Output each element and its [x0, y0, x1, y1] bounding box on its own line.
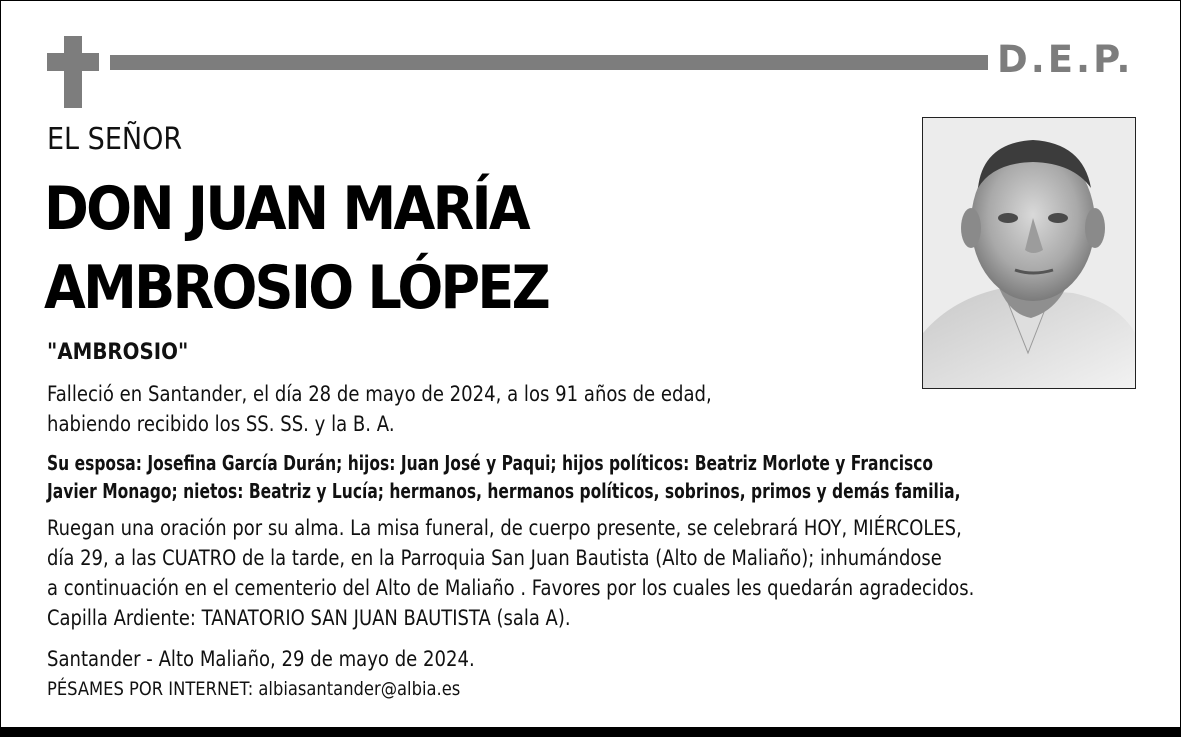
portrait-photo: [922, 117, 1136, 389]
honorific: EL SEÑOR: [47, 122, 183, 157]
deceased-name-line-1: DON JUAN MARÍA: [44, 174, 528, 244]
place-date: Santander - Alto Maliaño, 29 de mayo de 2024.: [47, 647, 475, 671]
bottom-border: [0, 727, 1181, 737]
death-notice-line-1: Falleció en Santander, el día 28 de mayo de 2024, a los 91 años de edad,: [47, 382, 712, 406]
service-line-1: Ruegan una oración por su alma. La misa funeral, de cuerpo presente, se celebrará HOY, MIÉRCOLES,: [47, 516, 962, 540]
nickname: "AMBROSIO": [47, 340, 189, 365]
header-rule: [110, 55, 988, 70]
service-line-4: Capilla Ardiente: TANATORIO SAN JUAN BAUTISTA (sala A).: [47, 606, 571, 630]
family-line-2: Javier Monago; nietos: Beatriz y Lucía; hermanos, hermanos políticos, sobrinos, primos y demás familia,: [47, 479, 961, 503]
death-notice-line-2: habiendo recibido los SS. SS. y la B. A.: [47, 412, 395, 436]
dep-heading: D.E.P.: [997, 38, 1134, 81]
service-line-3: a continuación en el cementerio del Alto de Maliaño . Favores por los cuales les quedarán agradecidos.: [47, 576, 975, 600]
condolences-email: PÉSAMES POR INTERNET: albiasantander@albia.es: [47, 678, 461, 700]
cross-icon: [47, 36, 99, 108]
family-line-1: Su esposa: Josefina García Durán; hijos: Juan José y Paqui; hijos políticos: Beatriz Morlote y Francisco: [47, 451, 934, 475]
service-line-2: día 29, a las CUATRO de la tarde, en la Parroquia San Juan Bautista (Alto de Maliaño); inhumándose: [47, 546, 942, 570]
deceased-name-line-2: AMBROSIO LÓPEZ: [44, 253, 549, 323]
